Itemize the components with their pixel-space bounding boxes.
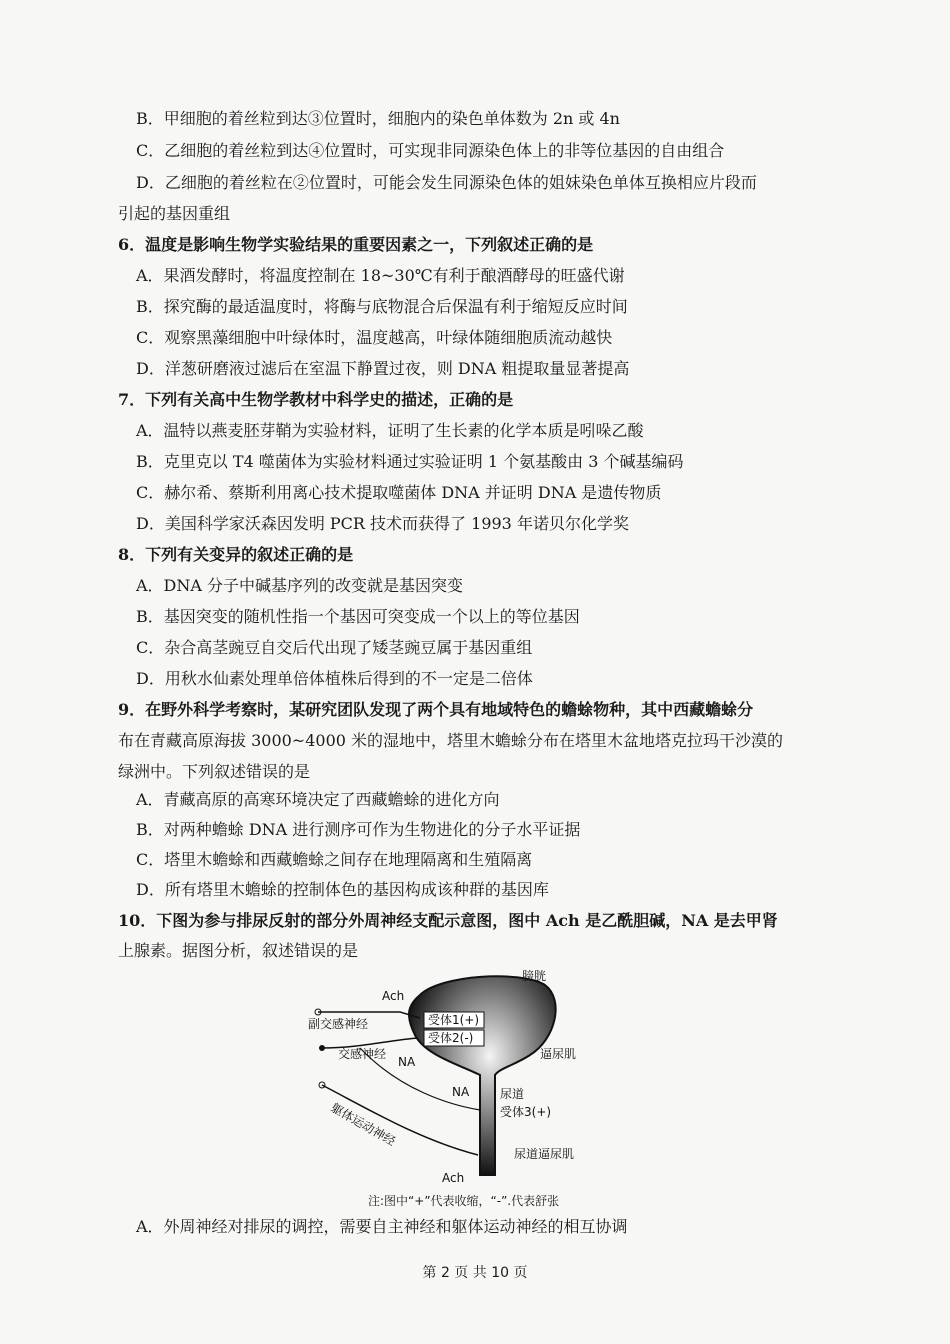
q5-option-d-line2: 引起的基因重组	[118, 204, 231, 223]
na-low-label: NA	[452, 1085, 470, 1099]
urethra-label: 尿道	[500, 1087, 525, 1101]
ach-bottom-label: Ach	[442, 1171, 465, 1185]
receptor-2-label: 受体2(-)	[428, 1031, 474, 1045]
q9-option-c: C．塔里木蟾蜍和西藏蟾蜍之间存在地理隔离和生殖隔离	[136, 850, 533, 869]
bladder-nerve-diagram	[300, 960, 620, 1190]
q5-option-b: B．甲细胞的着丝粒到达③位置时，细胞内的染色单体数为 2n 或 4n	[136, 109, 620, 128]
sphincter-label: 尿道逼尿肌	[514, 1147, 575, 1161]
q8-option-a: A．DNA 分子中碱基序列的改变就是基因突变	[136, 576, 464, 595]
sympathetic-label: 交感神经	[338, 1047, 387, 1061]
receptor-3-label: 受体3(+)	[500, 1105, 552, 1119]
ach-top-label: Ach	[382, 989, 405, 1003]
diagram-svg	[300, 960, 620, 1190]
q6-option-a: A．果酒发酵时，将温度控制在 18~30℃有利于酿酒酵母的旺盛代谢	[136, 266, 625, 285]
page-number: 第 2 页 共 10 页	[422, 1265, 528, 1281]
q9-option-d: D．所有塔里木蟾蜍的控制体色的基因构成该种群的基因库	[136, 880, 549, 899]
q7-option-a: A．温特以燕麦胚芽鞘为实验材料，证明了生长素的化学本质是吲哚乙酸	[136, 421, 644, 440]
q7-option-c: C．赫尔希、蔡斯利用离心技术提取噬菌体 DNA 并证明 DNA 是遗传物质	[136, 483, 662, 502]
question-6-stem: 6．温度是影响生物学实验结果的重要因素之一，下列叙述正确的是	[118, 235, 594, 254]
q10-option-a: A．外周神经对排尿的调控，需要自主神经和躯体运动神经的相互协调	[136, 1217, 628, 1236]
q8-option-b: B．基因突变的随机性指一个基因可突变成一个以上的等位基因	[136, 607, 580, 626]
q6-option-b: B．探究酶的最适温度时，将酶与底物混合后保温有利于缩短反应时间	[136, 297, 628, 316]
q8-option-c: C．杂合高茎豌豆自交后代出现了矮茎豌豆属于基因重组	[136, 638, 533, 657]
q5-option-d-line1: D．乙细胞的着丝粒在②位置时，可能会发生同源染色体的姐妹染色单体互换相应片段而	[136, 173, 757, 192]
detrusor-label: 逼尿肌	[540, 1047, 577, 1061]
figure-note: 注:图中“+”代表收缩，“-”.代表舒张	[368, 1194, 560, 1208]
question-7-stem: 7．下列有关高中生物学教材中科学史的描述，正确的是	[118, 390, 514, 409]
q6-option-d: D．洋葱研磨液过滤后在室温下静置过夜，则 DNA 粗提取量显著提高	[136, 359, 630, 378]
somatic-label: 躯体运动神经	[328, 1100, 398, 1149]
question-9-stem-line1: 9．在野外科学考察时，某研究团队发现了两个具有地域特色的蟾蜍物种，其中西藏蟾蜍分	[118, 700, 754, 719]
receptor-1-label: 受体1(+)	[428, 1013, 480, 1027]
q7-option-d: D．美国科学家沃森因发明 PCR 技术而获得了 1993 年诺贝尔化学奖	[136, 514, 629, 533]
bladder-label: 膀胱	[522, 969, 547, 983]
q9-option-a: A．青藏高原的高寒环境决定了西藏蟾蜍的进化方向	[136, 790, 500, 809]
q7-option-b: B．克里克以 T4 噬菌体为实验材料通过实验证明 1 个氨基酸由 3 个碱基编码	[136, 452, 684, 471]
question-10-stem-line2: 上腺素。据图分析，叙述错误的是	[118, 941, 359, 960]
q5-option-c: C．乙细胞的着丝粒到达④位置时，可实现非同源染色体上的非等位基因的自由组合	[136, 141, 725, 160]
q6-option-c: C．观察黑藻细胞中叶绿体时，温度越高，叶绿体随细胞质流动越快	[136, 328, 613, 347]
na-mid-label: NA	[398, 1055, 416, 1069]
question-9-stem-line2: 布在青藏高原海拔 3000~4000 米的湿地中，塔里木蟾蜍分布在塔里木盆地塔克拉玛干沙漠的	[118, 731, 784, 750]
parasympathetic-label: 副交感神经	[308, 1017, 369, 1031]
question-10-stem-line1: 10．下图为参与排尿反射的部分外周神经支配示意图，图中 Ach 是乙酰胆碱，NA 是去甲肾	[118, 911, 778, 930]
bladder-shape	[409, 976, 556, 1175]
q8-option-d: D．用秋水仙素处理单倍体植株后得到的不一定是二倍体	[136, 669, 533, 688]
q9-option-b: B．对两种蟾蜍 DNA 进行测序可作为生物进化的分子水平证据	[136, 820, 581, 839]
question-9-stem-line3: 绿洲中。下列叙述错误的是	[118, 762, 311, 781]
question-8-stem: 8．下列有关变异的叙述正确的是	[118, 545, 354, 564]
